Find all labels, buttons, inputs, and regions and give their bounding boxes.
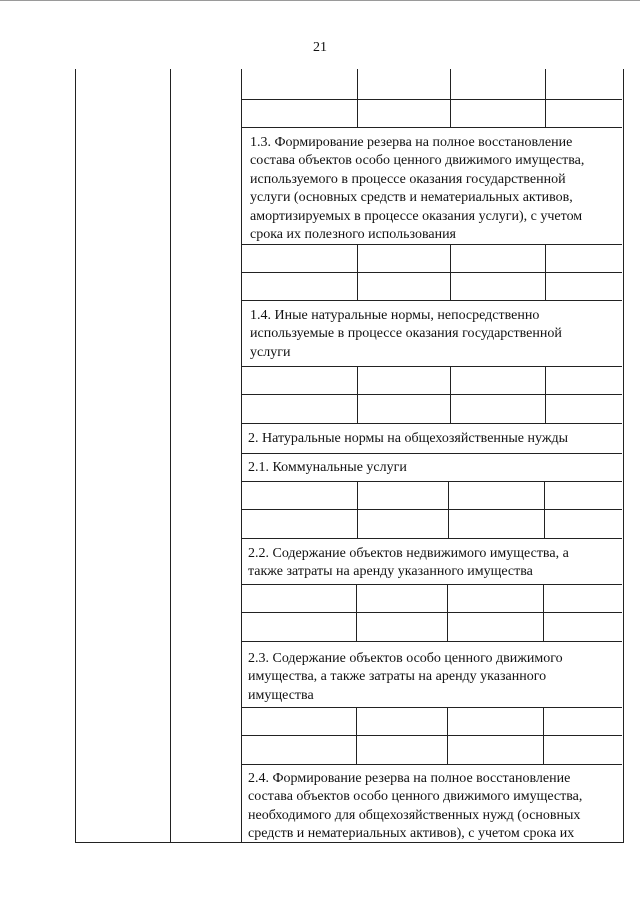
text-line: срока их полезного использования <box>250 227 457 243</box>
row-line <box>241 453 622 454</box>
row-line <box>241 99 622 100</box>
section-2-3 <box>248 650 620 705</box>
section-2-1 <box>248 459 620 477</box>
section-2-2 <box>248 545 620 582</box>
row-line <box>241 612 622 613</box>
section-2-4 <box>248 770 620 844</box>
cell-divider <box>545 69 546 127</box>
cell-divider <box>357 69 358 127</box>
text-line: имущества, а также затраты на аренду указанного <box>248 669 547 685</box>
text-line: состава объектов особо ценного движимого имущества, <box>250 153 585 169</box>
row-line <box>241 244 622 245</box>
text-line: услуги <box>250 344 291 360</box>
cell-divider <box>450 366 451 423</box>
row-line <box>241 394 622 395</box>
page-top-edge <box>0 0 640 1</box>
section-1-3 <box>250 134 622 244</box>
row-line <box>241 127 622 128</box>
text-line: используемого в процессе оказания государственной <box>250 171 566 187</box>
cell-divider <box>448 481 449 538</box>
cell-divider <box>357 366 358 423</box>
cell-divider <box>450 69 451 127</box>
text-line: средств и нематериальных активов), с учетом срока их <box>248 826 575 842</box>
table-bottom-edge <box>75 842 623 843</box>
row-line <box>241 538 622 539</box>
cell-divider <box>356 584 357 641</box>
text-line: используемые в процессе оказания государственной <box>250 326 562 342</box>
row-line <box>241 707 622 708</box>
text-line: также затраты на аренду указанного имущества <box>248 564 533 580</box>
cell-divider <box>543 584 544 641</box>
text-line: амортизируемых в процессе оказания услуги), с учетом <box>250 208 583 224</box>
cell-divider <box>450 244 451 300</box>
row-line <box>241 272 622 273</box>
cell-divider <box>544 481 545 538</box>
cell-divider <box>357 481 358 538</box>
cell-divider <box>357 244 358 300</box>
column-divider-1 <box>170 69 171 843</box>
cell-divider <box>545 366 546 423</box>
row-line <box>241 366 622 367</box>
text-line: состава объектов особо ценного движимого имущества, <box>248 789 583 805</box>
cell-divider <box>447 584 448 641</box>
section-1-4 <box>250 307 622 362</box>
text-line: 1.4. Иные натуральные нормы, непосредственно <box>250 308 540 323</box>
row-line <box>241 481 622 482</box>
row-line <box>241 764 622 765</box>
row-line <box>241 509 622 510</box>
row-line <box>241 584 622 585</box>
section-2 <box>248 430 620 448</box>
row-line <box>241 300 622 301</box>
text-line: 2. Натуральные нормы на общехозяйственные нужды <box>248 431 569 446</box>
text-line: 2.1. Коммунальные услуги <box>248 460 407 475</box>
cell-divider <box>545 244 546 300</box>
column-divider-2 <box>241 69 242 843</box>
text-line: услуги (основных средств и нематериальных активов, <box>250 190 573 206</box>
text-line: 2.2. Содержание объектов недвижимого имущества, а <box>248 546 569 561</box>
row-line <box>241 641 622 642</box>
cell-divider <box>356 707 357 764</box>
text-line: 2.3. Содержание объектов особо ценного движимого <box>248 651 563 666</box>
text-line: необходимого для общехозяйственных нужд (основных <box>248 807 581 823</box>
page-number: 21 <box>313 40 327 55</box>
text-line: имущества <box>248 687 314 703</box>
cell-divider <box>543 707 544 764</box>
row-line <box>241 735 622 736</box>
cell-divider <box>447 707 448 764</box>
text-line: 1.3. Формирование резерва на полное восстановление <box>250 135 573 150</box>
text-line: 2.4. Формирование резерва на полное восстановление <box>248 771 571 786</box>
row-line <box>241 423 622 424</box>
